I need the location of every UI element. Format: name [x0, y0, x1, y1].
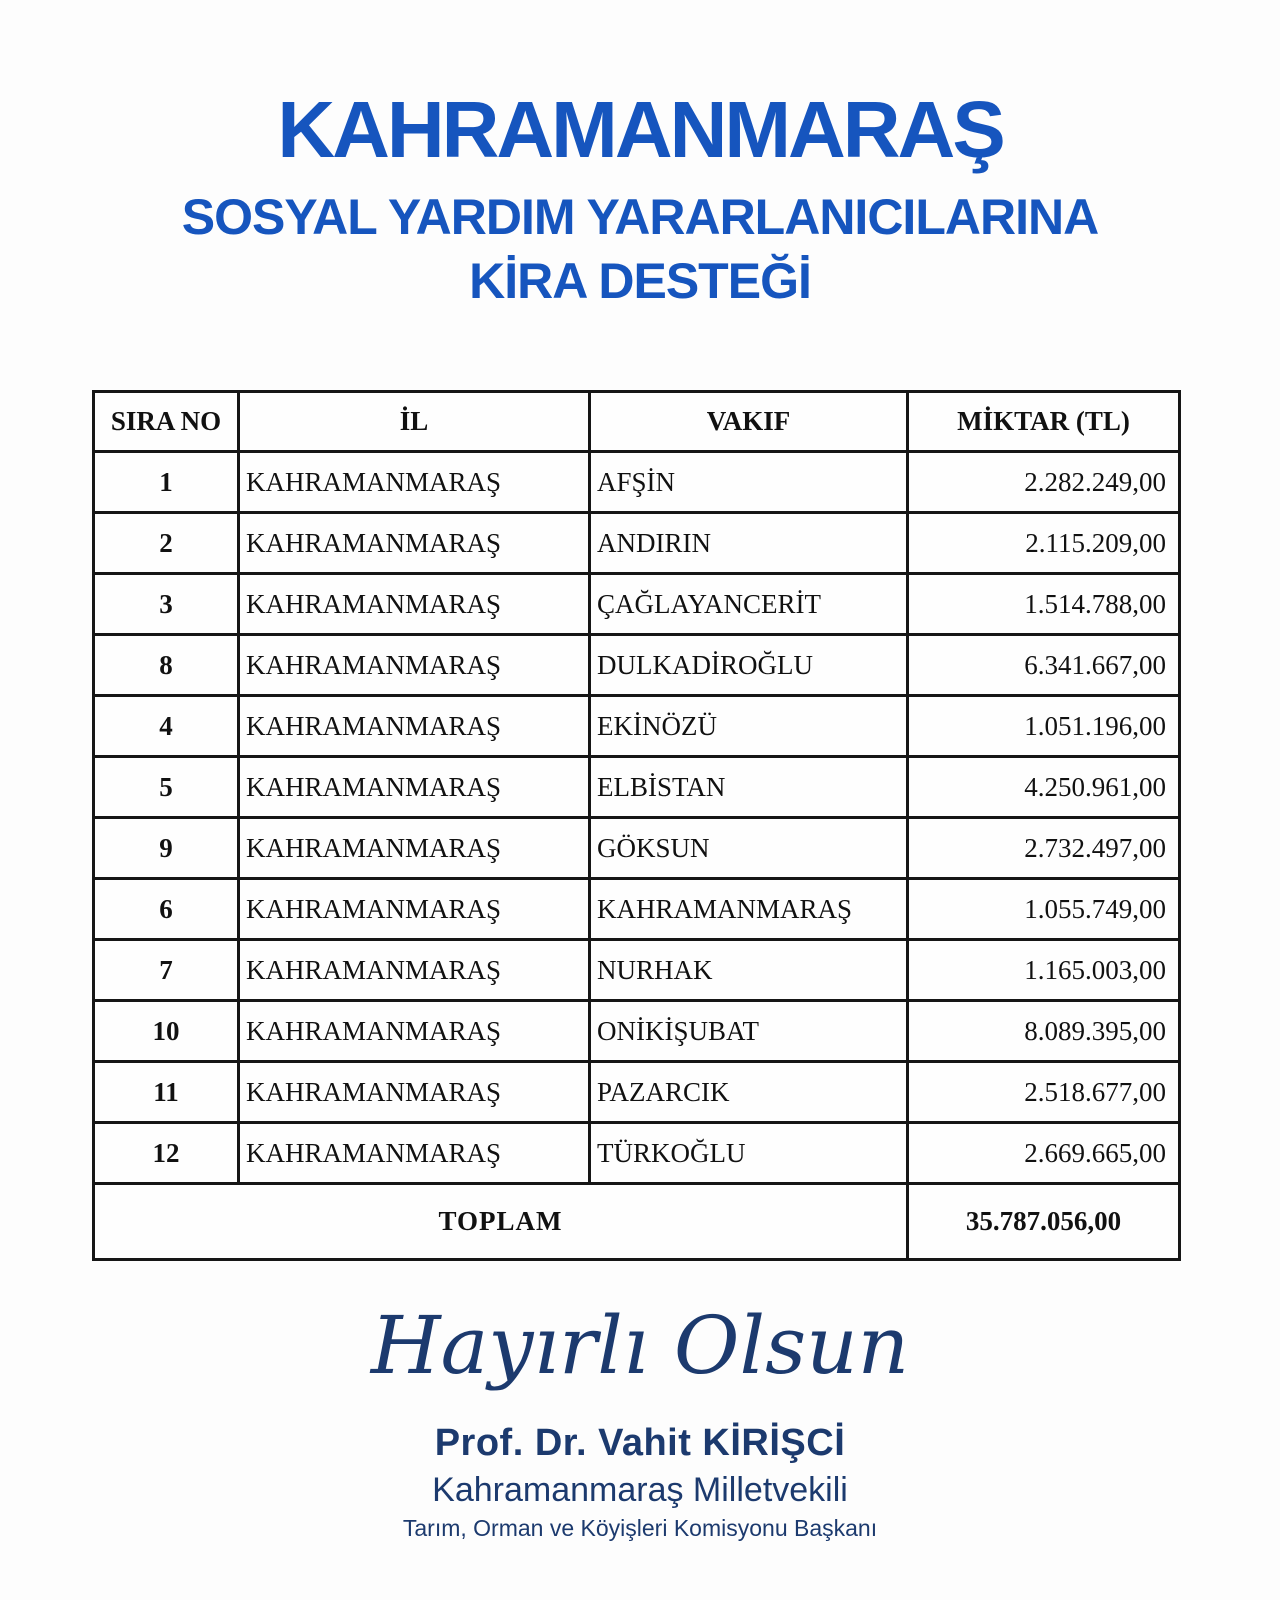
cell-sira-no: 12: [94, 1123, 239, 1184]
table-row: [94, 1001, 1180, 1062]
table-header-row: [94, 392, 1180, 452]
script-greeting: Hayırlı Olsun: [370, 1299, 910, 1392]
signature-role-commission: Tarım, Orman ve Köyişleri Komisyonu Başkanı: [402, 1515, 878, 1541]
table-row: [94, 1123, 1180, 1184]
cell-il: KAHRAMANMARAŞ: [239, 696, 590, 757]
cell-il: KAHRAMANMARAŞ: [239, 818, 590, 879]
cell-sira-no: 11: [94, 1062, 239, 1123]
rent-support-table: [92, 390, 1181, 1261]
cell-vakif: PAZARCIK: [590, 1062, 908, 1123]
cell-il: KAHRAMANMARAŞ: [239, 574, 590, 635]
column-header: MİKTAR (TL): [908, 392, 1180, 452]
cell-miktar: 2.518.677,00: [908, 1062, 1180, 1123]
cell-vakif: TÜRKOĞLU: [590, 1123, 908, 1184]
cell-sira-no: 10: [94, 1001, 239, 1062]
cell-vakif: ANDIRIN: [590, 513, 908, 574]
cell-sira-no: 8: [94, 635, 239, 696]
title-line-2: SOSYAL YARDIM YARARLANICILARINA: [181, 189, 1099, 245]
cell-il: KAHRAMANMARAŞ: [239, 635, 590, 696]
page-title: [0, 0, 1280, 309]
table-row: [94, 696, 1180, 757]
total-row: [94, 1184, 1180, 1260]
cell-il: KAHRAMANMARAŞ: [239, 879, 590, 940]
cell-sira-no: 3: [94, 574, 239, 635]
table-row: [94, 635, 1180, 696]
cell-miktar: 1.051.196,00: [908, 696, 1180, 757]
column-header: VAKIF: [590, 392, 908, 452]
cell-miktar: 4.250.961,00: [908, 757, 1180, 818]
cell-vakif: GÖKSUN: [590, 818, 908, 879]
cell-sira-no: 6: [94, 879, 239, 940]
cell-vakif: KAHRAMANMARAŞ: [590, 879, 908, 940]
cell-miktar: 1.055.749,00: [908, 879, 1180, 940]
cell-miktar: 2.282.249,00: [908, 452, 1180, 513]
cell-sira-no: 9: [94, 818, 239, 879]
cell-sira-no: 2: [94, 513, 239, 574]
table-row: [94, 940, 1180, 1001]
cell-miktar: 2.115.209,00: [908, 513, 1180, 574]
total-value: 35.787.056,00: [908, 1184, 1180, 1260]
cell-il: KAHRAMANMARAŞ: [239, 1001, 590, 1062]
cell-il: KAHRAMANMARAŞ: [239, 940, 590, 1001]
cell-vakif: ÇAĞLAYANCERİT: [590, 574, 908, 635]
table-row: [94, 757, 1180, 818]
cell-miktar: 2.732.497,00: [908, 818, 1180, 879]
cell-miktar: 6.341.667,00: [908, 635, 1180, 696]
signature-role-deputy: Kahramanmaraş Milletvekili: [432, 1471, 848, 1509]
column-header: SIRA NO: [94, 392, 239, 452]
signature-block: [0, 1422, 1280, 1542]
cell-miktar: 1.514.788,00: [908, 574, 1180, 635]
cell-miktar: 8.089.395,00: [908, 1001, 1180, 1062]
title-line-1: KAHRAMANMARAŞ: [277, 85, 1003, 174]
signature-name: Prof. Dr. Vahit KİRİŞCİ: [434, 1422, 846, 1464]
cell-il: KAHRAMANMARAŞ: [239, 1062, 590, 1123]
column-header: İL: [239, 392, 590, 452]
table-body: [94, 452, 1180, 1184]
total-label: TOPLAM: [94, 1184, 908, 1260]
cell-vakif: ONİKİŞUBAT: [590, 1001, 908, 1062]
cell-vakif: AFŞİN: [590, 452, 908, 513]
table-header: [94, 392, 1180, 452]
cell-miktar: 2.669.665,00: [908, 1123, 1180, 1184]
cell-il: KAHRAMANMARAŞ: [239, 757, 590, 818]
cell-vakif: DULKADİROĞLU: [590, 635, 908, 696]
cell-il: KAHRAMANMARAŞ: [239, 452, 590, 513]
cell-sira-no: 5: [94, 757, 239, 818]
cell-il: KAHRAMANMARAŞ: [239, 1123, 590, 1184]
table-footer: [94, 1184, 1180, 1260]
table-row: [94, 452, 1180, 513]
cell-vakif: EKİNÖZÜ: [590, 696, 908, 757]
table-row: [94, 1062, 1180, 1123]
table-row: [94, 818, 1180, 879]
cell-sira-no: 4: [94, 696, 239, 757]
table-row: [94, 879, 1180, 940]
title-line-3: KİRA DESTEĞİ: [469, 253, 811, 309]
cell-il: KAHRAMANMARAŞ: [239, 513, 590, 574]
table-row: [94, 513, 1180, 574]
cell-sira-no: 1: [94, 452, 239, 513]
cell-vakif: NURHAK: [590, 940, 908, 1001]
cell-miktar: 1.165.003,00: [908, 940, 1180, 1001]
cell-vakif: ELBİSTAN: [590, 757, 908, 818]
cell-sira-no: 7: [94, 940, 239, 1001]
table-row: [94, 574, 1180, 635]
